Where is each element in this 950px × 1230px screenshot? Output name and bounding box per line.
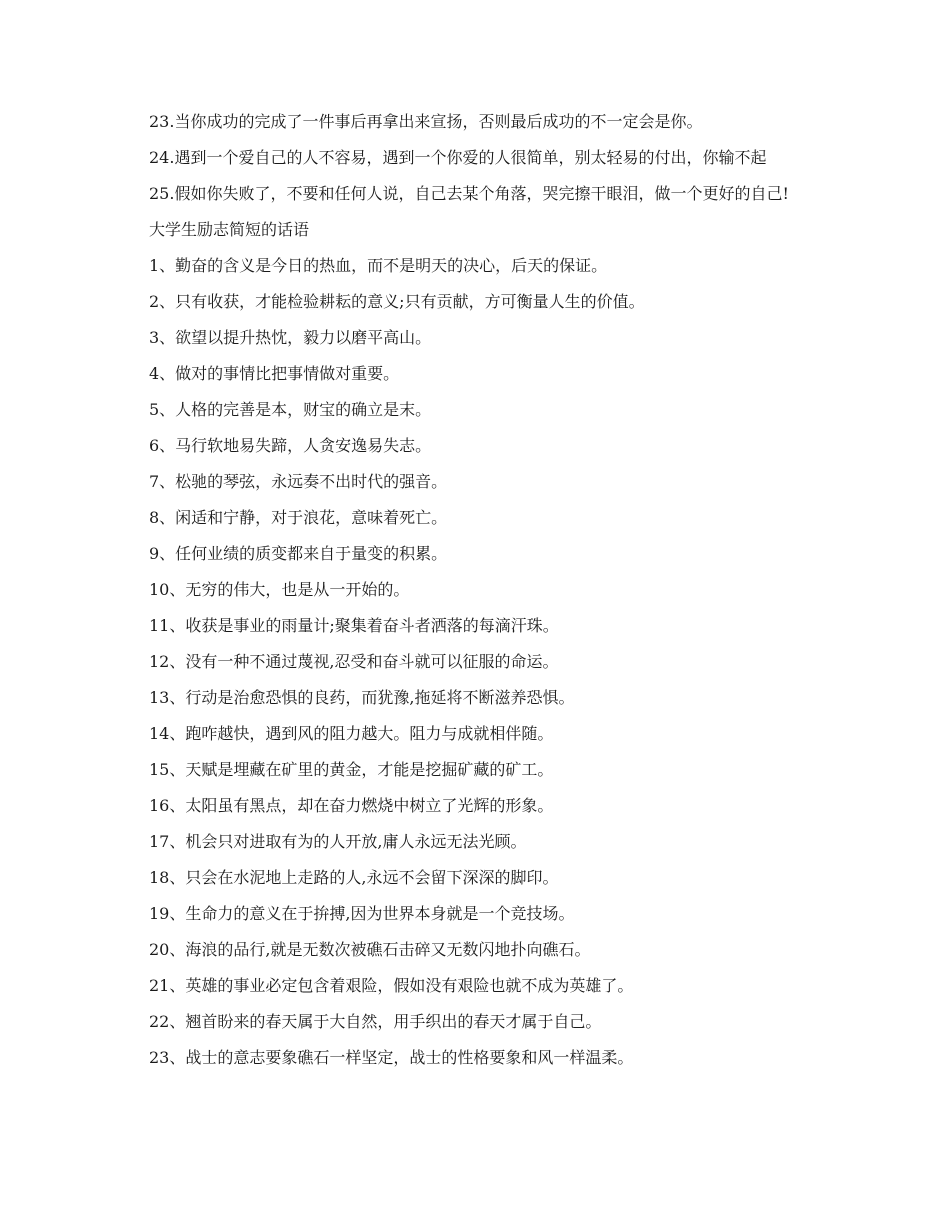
- intro-paragraph-24: 24.遇到一个爱自己的人不容易，遇到一个你爱的人很简单，别太轻易的付出，你输不起: [149, 148, 767, 167]
- quote-item-1: 1、勤奋的含义是今日的热血，而不是明天的决心，后天的保证。: [149, 256, 608, 275]
- quote-item-16: 16、太阳虽有黑点，却在奋力燃烧中树立了光辉的形象。: [149, 796, 554, 815]
- quote-item-2: 2、只有收获，才能检验耕耘的意义;只有贡献，方可衡量人生的价值。: [149, 292, 645, 311]
- quote-item-20: 20、海浪的品行,就是无数次被礁石击碎又无数闪地扑向礁石。: [149, 940, 591, 959]
- quote-item-9: 9、任何业绩的质变都来自于量变的积累。: [149, 544, 448, 563]
- quote-list: [113, 254, 828, 1070]
- quote-item-6: 6、马行软地易失蹄，人贪安逸易失志。: [149, 436, 432, 455]
- quote-item-12: 12、没有一种不通过蔑视,忍受和奋斗就可以征服的命运。: [149, 652, 559, 671]
- quote-item-17: 17、机会只对进取有为的人开放,庸人永远无法光顾。: [149, 832, 527, 851]
- quote-item-7: 7、松驰的琴弦，永远奏不出时代的强音。: [149, 472, 448, 491]
- quote-item-14: 14、跑咋越快，遇到风的阻力越大。阻力与成就相伴随。: [149, 724, 554, 743]
- quote-item-18: 18、只会在水泥地上走路的人,永远不会留下深深的脚印。: [149, 868, 559, 887]
- quote-item-23: 23、战士的意志要象礁石一样坚定，战士的性格要象和风一样温柔。: [149, 1048, 634, 1067]
- quote-item-13: 13、行动是治愈恐惧的良药，而犹豫,拖延将不断滋养恐惧。: [149, 688, 575, 707]
- intro-paragraph-23: 23.当你成功的完成了一件事后再拿出来宣扬，否则最后成功的不一定会是你。: [149, 112, 703, 131]
- section-heading: 大学生励志简短的话语: [149, 220, 310, 239]
- quote-item-19: 19、生命力的意义在于拚搏,因为世界本身就是一个竞技场。: [149, 904, 575, 923]
- document-body: [113, 110, 828, 1082]
- quote-item-10: 10、无穷的伟大，也是从一开始的。: [149, 580, 410, 599]
- quote-item-21: 21、英雄的事业必定包含着艰险，假如没有艰险也就不成为英雄了。: [149, 976, 634, 995]
- quote-item-15: 15、天赋是埋藏在矿里的黄金，才能是挖掘矿藏的矿工。: [149, 760, 554, 779]
- quote-item-5: 5、人格的完善是本，财宝的确立是末。: [149, 400, 432, 419]
- intro-paragraph-25: 25.假如你失败了，不要和任何人说，自己去某个角落，哭完擦干眼泪，做一个更好的自己!: [149, 184, 789, 203]
- quote-item-11: 11、收获是事业的雨量计;聚集着奋斗者洒落的每滴汗珠。: [149, 616, 559, 635]
- quote-item-4: 4、做对的事情比把事情做对重要。: [149, 364, 400, 383]
- quote-item-3: 3、欲望以提升热忱，毅力以磨平高山。: [149, 328, 432, 347]
- quote-item-8: 8、闲适和宁静，对于浪花，意味着死亡。: [149, 508, 448, 527]
- quote-item-22: 22、翘首盼来的春天属于大自然，用手织出的春天才属于自己。: [149, 1012, 602, 1031]
